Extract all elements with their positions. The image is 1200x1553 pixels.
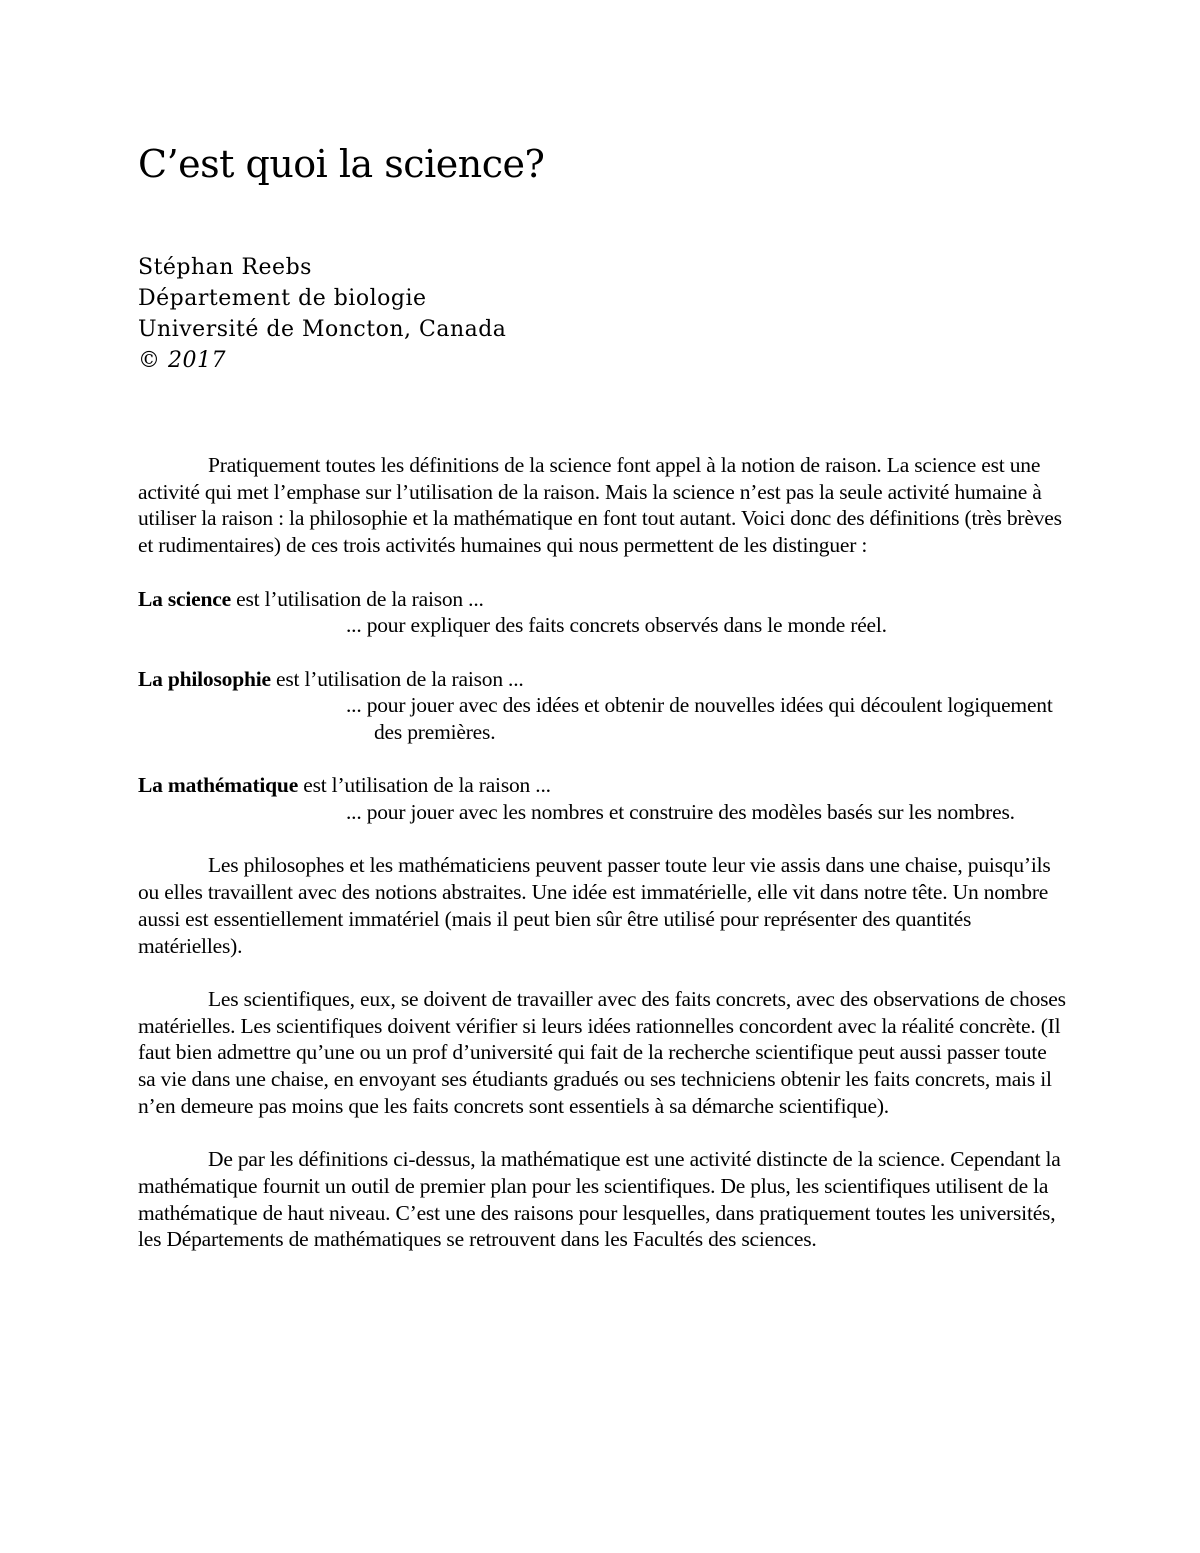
body-paragraph: De par les définitions ci-dessus, la mathématique est une activité distincte de la science. Cependant la mathématique fournit un outil de premier plan pour les scientifiques. De plus, les scientifiques utilisent de la mathématique de haut niveau. C’est une des raisons pour lesquelles, dans pratiquement toutes les universités, les Départements de mathématiques se retrouvent dans les Facultés des sciences. bbox=[138, 1147, 1061, 1252]
definition-lead bbox=[138, 666, 1068, 693]
definition-term: La philosophie bbox=[138, 666, 271, 691]
author-department: Département de biologie bbox=[138, 286, 427, 311]
definition-lead bbox=[138, 586, 1068, 613]
copyright-notice: © 2017 bbox=[138, 348, 226, 373]
definition-term: La mathématique bbox=[138, 773, 299, 798]
document-page bbox=[138, 0, 1068, 1553]
intro-paragraph: Pratiquement toutes les définitions de la science font appel à la notion de raison. La science est une activité qui met l’emphase sur l’utilisation de la raison. Mais la science n’est pas la seule activité humaine à utiliser la raison : la philosophie et la mathématique en font tout autant. Voici donc des définitions (très brèves et rudimentaires) de ces trois activités humaines qui nous permettent de les distinguer : bbox=[138, 453, 1062, 558]
definition-explanation: ... pour jouer avec les nombres et construire des modèles basés sur les nombres. bbox=[346, 800, 1015, 825]
definition-explanation: ... pour expliquer des faits concrets observés dans le monde réel. bbox=[346, 613, 887, 638]
definition-lead bbox=[138, 772, 1068, 799]
document-title: C’est quoi la science? bbox=[138, 142, 545, 186]
body-paragraph: Les scientifiques, eux, se doivent de travailler avec des faits concrets, avec des observations de choses matérielles. Les scientifiques doivent vérifier si leurs idées rationnelles concordent avec la réalité concrète. (Il faut bien admettre qu’une ou un prof d’université qui fait de la recherche scientifique peut aussi passer toute sa vie dans une chaise, en envoyant ses étudiants gradués ou ses techniciens obtenir les faits concrets, mais il n’en demeure pas moins que les faits concrets sont essentiels à sa démarche scientifique). bbox=[138, 986, 1066, 1118]
definition-term: La science bbox=[138, 586, 231, 611]
definition-lead-text: est l’utilisation de la raison ... bbox=[298, 773, 551, 798]
definition-lead-text: est l’utilisation de la raison ... bbox=[270, 666, 524, 691]
definition-mathematics bbox=[138, 772, 1068, 825]
definition-explanation: ... pour jouer avec des idées et obtenir de nouvelles idées qui découlent logiquement des premières. bbox=[346, 693, 1053, 744]
author-name: Stéphan Reebs bbox=[138, 255, 312, 280]
author-university: Université de Moncton, Canada bbox=[138, 317, 507, 342]
document-body bbox=[138, 452, 1068, 1280]
body-paragraph: Les philosophes et les mathématiciens peuvent passer toute leur vie assis dans une chaise, puisqu’ils ou elles travaillent avec des notions abstraites. Une idée est immatérielle, elle vit dans notre tête. Un nombre aussi est essentiellement immatériel (mais il peut bien sûr être utilisé pour représenter des quantités matérielles). bbox=[138, 853, 1051, 958]
definition-science bbox=[138, 586, 1068, 639]
author-block bbox=[138, 252, 506, 376]
definition-philosophy bbox=[138, 666, 1068, 746]
definition-lead-text: est l’utilisation de la raison ... bbox=[230, 586, 484, 611]
